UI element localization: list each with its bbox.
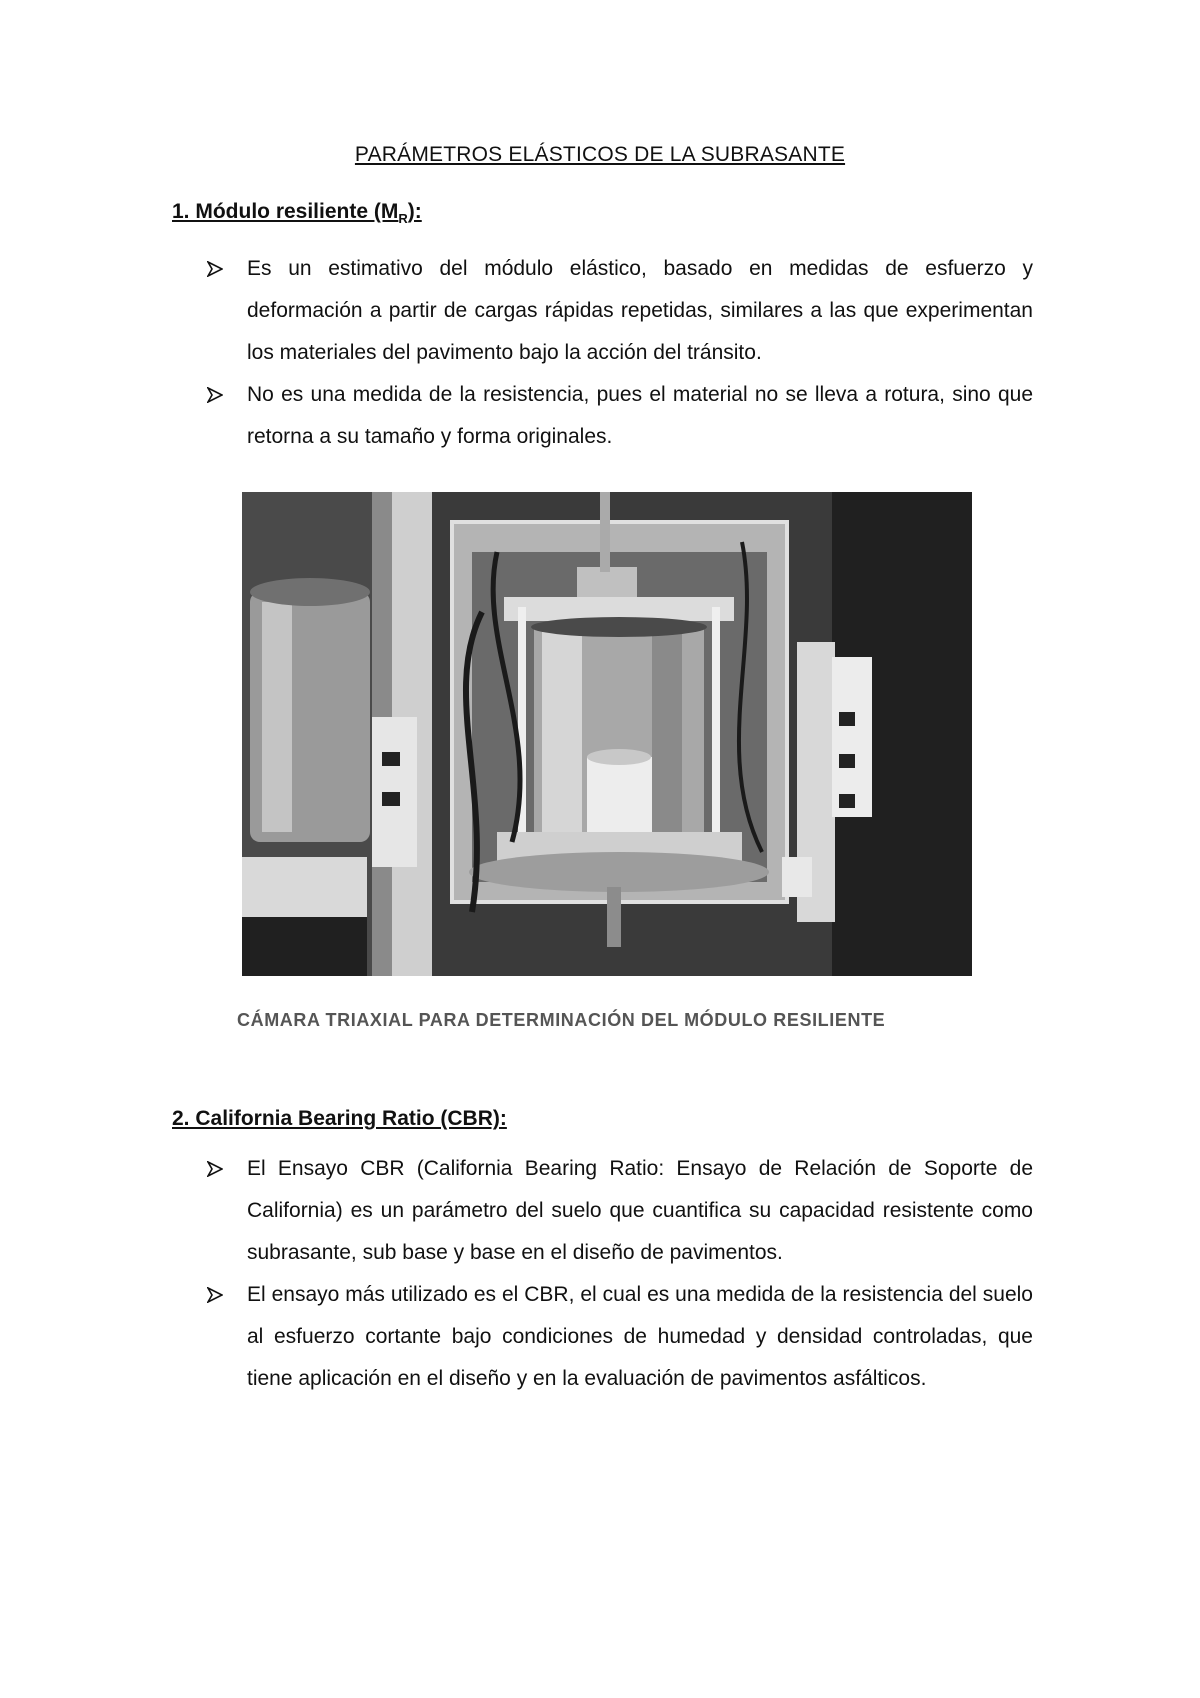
bullet-text: El ensayo más utilizado es el CBR, el cual es una medida de la resistencia del suelo al esfuerzo cortante bajo condiciones de humedad y densidad controladas, que tiene aplicación en el diseño y en la evaluación de pavimentos asfálticos.: [247, 1283, 1033, 1390]
arrowhead-bullet-icon: [207, 387, 223, 403]
section-2-bullets: [207, 1148, 1033, 1400]
page-title: PARÁMETROS ELÁSTICOS DE LA SUBRASANTE: [354, 143, 846, 166]
list-item: [207, 248, 1033, 374]
section-1-heading-suffix: ):: [407, 200, 422, 223]
list-item: [207, 374, 1033, 458]
section-2-heading: 2. California Bearing Ratio (CBR):: [172, 1107, 507, 1130]
list-item: [207, 1148, 1033, 1274]
list-item: [207, 1274, 1033, 1400]
arrowhead-bullet-icon: [207, 1161, 223, 1177]
bullet-text: Es un estimativo del módulo elástico, basado en medidas de esfuerzo y deformación a partir de cargas rápidas repetidas, similares a las que experimentan los materiales del pavimento bajo la acción del tránsito.: [247, 257, 1033, 364]
triaxial-chamber-photo: [242, 492, 972, 976]
bullet-text: El Ensayo CBR (California Bearing Ratio: Ensayo de Relación de Soporte de California) es un parámetro del suelo que cuantifica su capacidad resistente como subrasante, sub base y base en el diseño de pavimentos.: [247, 1157, 1033, 1264]
bullet-text: No es una medida de la resistencia, pues el material no se lleva a rotura, sino que retorna a su tamaño y forma originales.: [247, 383, 1033, 448]
arrowhead-bullet-icon: [207, 1287, 223, 1303]
section-1-heading: [172, 200, 422, 226]
figure-caption: CÁMARA TRIAXIAL PARA DETERMINACIÓN DEL MÓDULO RESILIENTE: [237, 1010, 886, 1030]
section-1-heading-subscript: R: [398, 211, 408, 227]
section-1-heading-prefix: 1. Módulo resiliente (M: [172, 200, 399, 223]
section-1-bullets: [207, 248, 1033, 458]
arrowhead-bullet-icon: [207, 261, 223, 277]
